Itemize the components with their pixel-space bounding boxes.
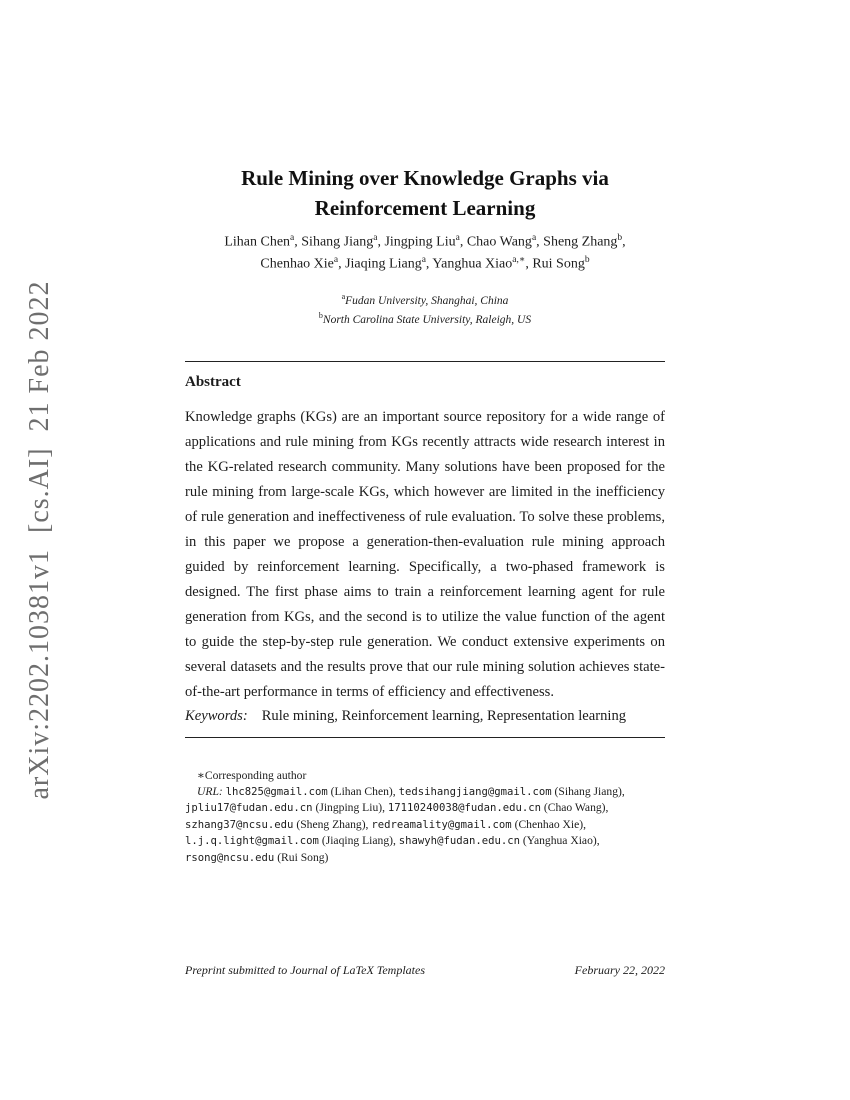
author-line-1: Lihan Chen$^a$, Sihang Jiang$^a$, Jingping Liu$^a$, Chao Wang$^a$, Sheng Zhang$^b$,	[224, 233, 626, 250]
author-list	[185, 231, 665, 276]
footnote-block	[185, 768, 665, 866]
author-emails	[185, 784, 665, 867]
affiliation-list: $^a$Fudan University, Shanghai, China $^b$North Carolina State University, Raleigh, US	[318, 292, 532, 326]
footer-right: February 22, 2022	[574, 963, 665, 977]
abstract-heading: Abstract	[185, 374, 241, 390]
keywords-line	[185, 708, 665, 725]
abstract-bottom-rule	[185, 737, 665, 738]
page-footer	[185, 963, 665, 978]
abstract-text: Knowledge graphs (KGs) are an important source repository for a wide range of applications and rule mining from KGs recently attracts wide research interest in the KG-related research community. Many solutions have been proposed for the rule mining from large-scale KGs, which however are limited in the inefficiency of rule generation and ineffectiveness of rule evaluation. To solve these problems, in this paper we propose a generation-then-evaluation rule mining approach guided by reinforcement learning. Specifically, a two-phased framework is designed. The first phase aims to train a reinforcement learning agent for rule generation from KGs, and the second is to utilize the value function of the agent to guide the step-by-step rule generation. We conduct extensive experiments on several datasets and the results prove that our rule mining solution achieves state-of-the-art performance in terms of efficiency and effectiveness.	[185, 409, 665, 700]
corresponding-author-note: ∗Corresponding author	[197, 769, 307, 782]
arxiv-watermark: arXiv:2202.10381v1 [cs.AI] 21 Feb 2022	[24, 280, 55, 800]
abstract-top-rule	[185, 361, 665, 362]
url-label: URL:	[197, 784, 226, 798]
paper-title: Rule Mining over Knowledge Graphs via Reinforcement Learning	[241, 166, 609, 221]
author-line-2: Chenhao Xie$^a$, Jiaqing Liang$^a$, Yanghua Xiao$^{a,∗}$, Rui Song$^b$	[260, 255, 590, 272]
email-segments: lhc825@gmail.com (Lihan Chen), tedsihangjiang@gmail.com (Sihang Jiang), jpliu17@fudan.edu.cn (Jingping Liu), 17110240038@fudan.edu.cn (Chao Wang), szhang37@ncsu.edu (Sheng Zhang), redreamality@gmail.com (Chenhao Xie), l.j.q.light@gmail.com (Jiaqing Liang), shawyh@fudan.edu.cn (Yanghua Xiao), rsong@ncsu.edu (Rui Song)	[185, 784, 625, 864]
keywords-text: Rule mining, Reinforcement learning, Representation learning	[261, 708, 627, 724]
keywords-label: Keywords:	[185, 708, 248, 724]
footer-left: Preprint submitted to Journal of LaTeX Templates	[185, 963, 426, 977]
